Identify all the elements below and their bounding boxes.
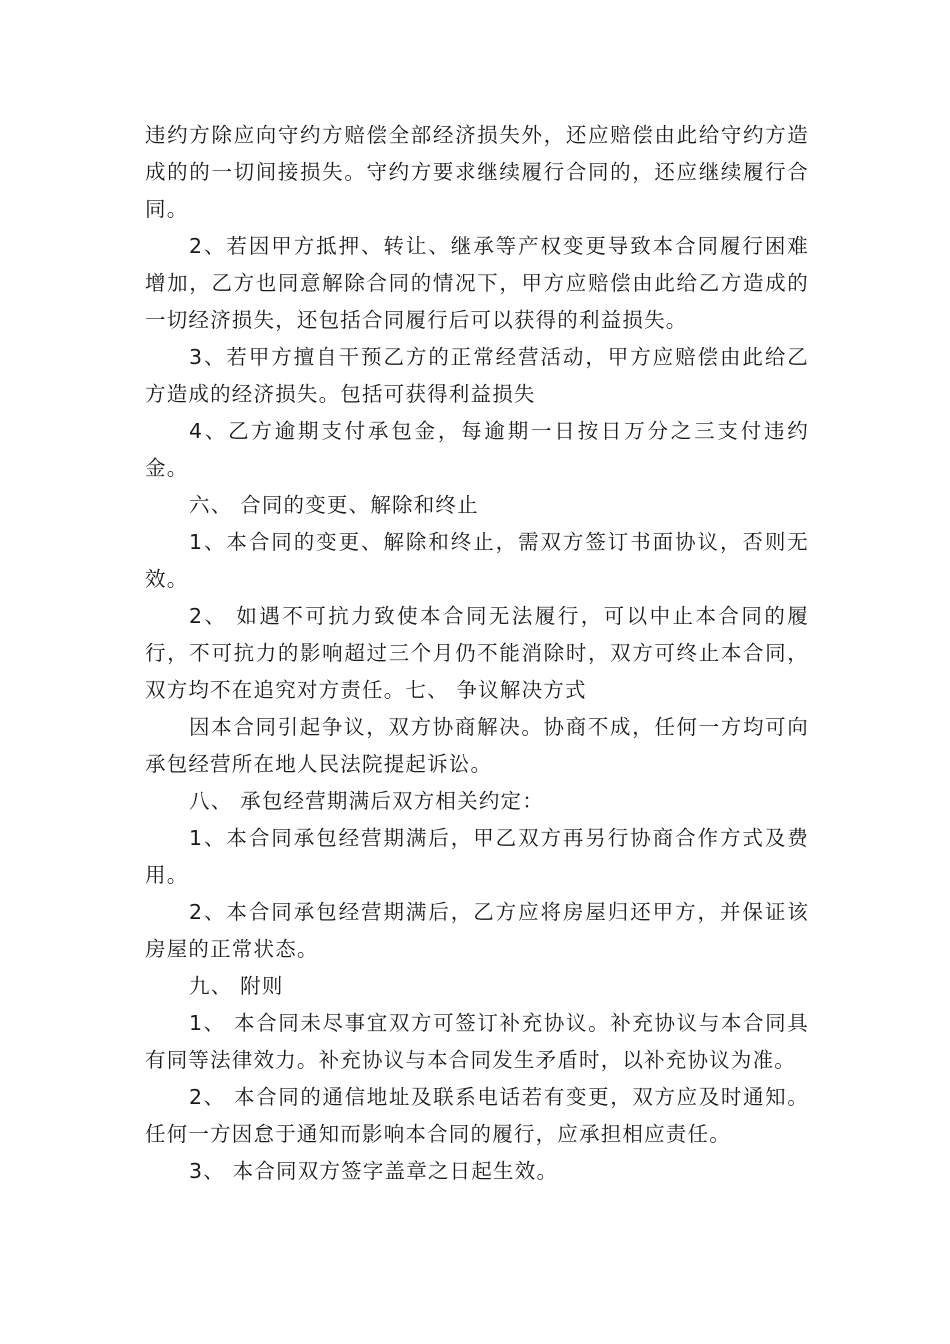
- paragraph-7-dispute: 因本合同引起争议，双方协商解决。协商不成，任何一方均可向承包经营所在地人民法院提起诉讼。: [145, 715, 809, 776]
- section-heading-9: 九、 附则: [189, 974, 284, 998]
- section-heading-8: 八、 承包经营期满后双方相关约定：: [189, 789, 544, 813]
- paragraph-clause-3-interference: 3、若甲方擅自干预乙方的正常经营活动，甲方应赔偿由此给乙方造成的经济损失。包括可获得利益损失: [145, 345, 809, 406]
- paragraph-liability-continuation: 违约方除应向守约方赔偿全部经济损失外，还应赔偿由此给守约方造成的的一切间接损失。守约方要求继续履行合同的，还应继续履行合同。: [145, 123, 809, 221]
- section-heading-6: 六、 合同的变更、解除和终止: [189, 493, 479, 517]
- paragraph-clause-4-late-payment: 4、乙方逾期支付承包金，每逾期一日按日万分之三支付违约金。: [145, 419, 809, 480]
- paragraph-9-2: 2、 本合同的通信地址及联系电话若有变更，双方应及时通知。任何一方因怠于通知而影响本合同的履行，应承担相应责任。: [145, 1085, 809, 1146]
- paragraph-8-2: 2、本合同承包经营期满后，乙方应将房屋归还甲方，并保证该房屋的正常状态。: [145, 900, 809, 961]
- paragraph-6-2: 2、 如遇不可抗力致使本合同无法履行，可以中止本合同的履行，不可抗力的影响超过三个月仍不能消除时，双方可终止本合同，双方均不在追究对方责任。七、 争议解决方式: [145, 604, 809, 702]
- paragraph-clause-2-property-change: 2、若因甲方抵押、转让、继承等产权变更导致本合同履行困难增加，乙方也同意解除合同的情况下，甲方应赔偿由此给乙方造成的一切经济损失，还包括合同履行后可以获得的利益损失。: [145, 234, 809, 332]
- document-body: [145, 117, 809, 1190]
- paragraph-6-1: 1、本合同的变更、解除和终止，需双方签订书面协议，否则无效。: [145, 530, 809, 591]
- paragraph-8-1: 1、本合同承包经营期满后，甲乙双方再另行协商合作方式及费用。: [145, 826, 809, 887]
- paragraph-9-1: 1、 本合同未尽事宜双方可签订补充协议。补充协议与本合同具有同等法律效力。补充协议与本合同发生矛盾时，以补充协议为准。: [145, 1011, 809, 1072]
- paragraph-9-3: 3、 本合同双方签字盖章之日起生效。: [189, 1159, 559, 1183]
